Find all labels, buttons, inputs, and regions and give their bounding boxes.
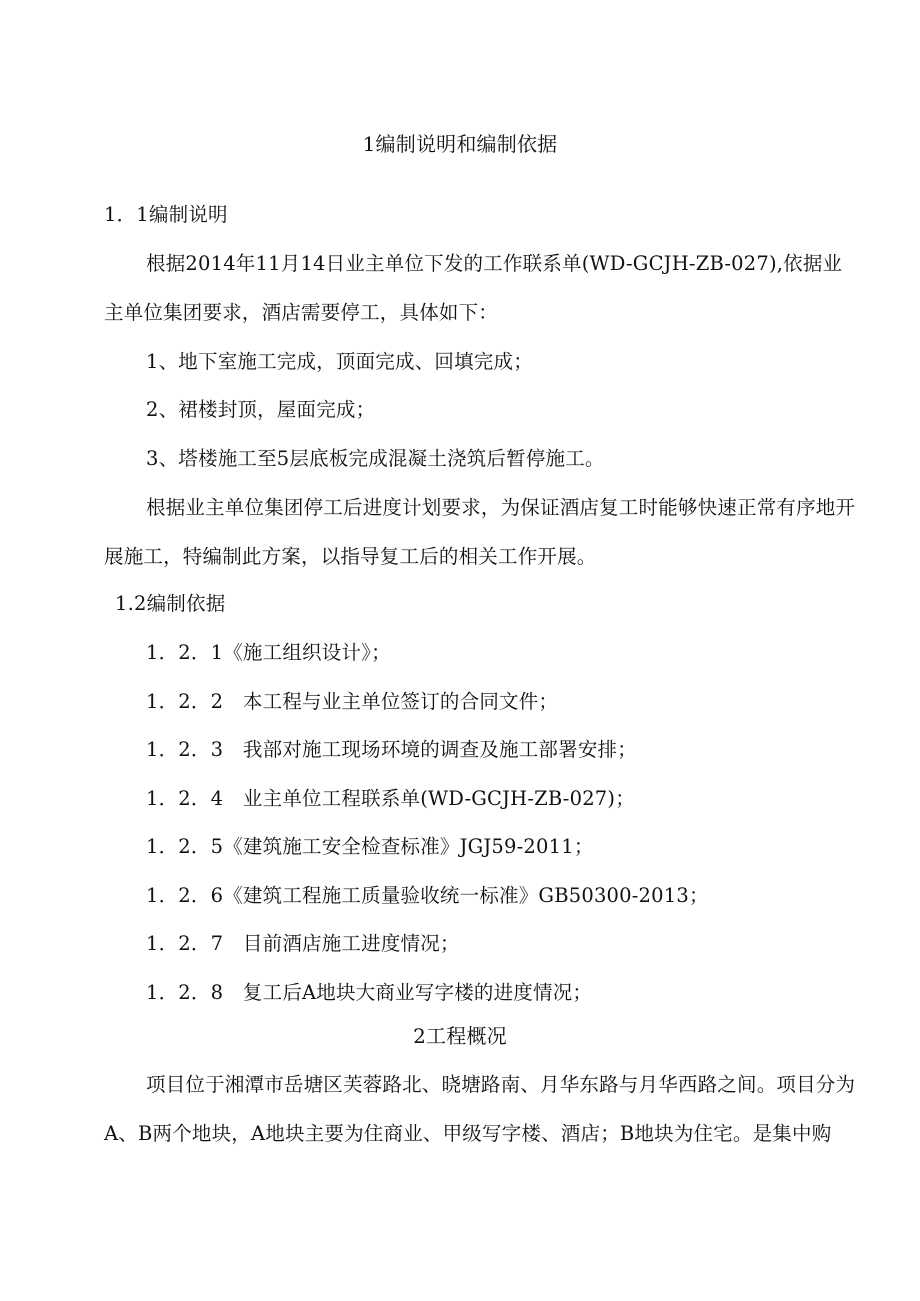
paragraph-2-line-2: 展施工，特编制此方案，以指导复工后的相关工作开展。 [104, 545, 597, 568]
section-2-paragraph-line-2: A、B两个地块，A地块主要为住商业、甲级写字楼、酒店；B地块为住宅。是集中购 [104, 1122, 832, 1145]
section-2-title: 2工程概况 [413, 1024, 507, 1048]
section-1-title: 1编制说明和编制依据 [362, 132, 558, 156]
section-2-paragraph-line-1: 项目位于湘潭市岳塘区芙蓉路北、晓塘路南、月华东路与月华西路之间。项目分为 [146, 1073, 856, 1096]
list-item: 3、塔楼施工至5层底板完成混凝土浇筑后暂停施工。 [146, 447, 605, 470]
list-item: 1．2．6《建筑工程施工质量验收统一标准》GB50300-2013； [146, 884, 709, 907]
list-item: 1．2．4 业主单位工程联系单(WD-GCJH-ZB-027)； [146, 787, 635, 810]
paragraph-1-line-2: 主单位集团要求，酒店需要停工，具体如下： [104, 301, 499, 324]
paragraph-1-line-1: 根据2014年11月14日业主单位下发的工作联系单(WD-GCJH-ZB-027),依据业 [146, 252, 843, 275]
list-item: 1．2．2 本工程与业主单位签订的合同文件； [146, 690, 559, 713]
list-item: 1．2．3 我部对施工现场环境的调查及施工部署安排； [146, 738, 637, 761]
subsection-1-1-heading: 1．1编制说明 [104, 203, 228, 226]
list-item: 2、裙楼封顶，屋面完成； [146, 398, 376, 421]
list-item: 1．2．1《施工组织设计》； [146, 641, 391, 664]
subsection-1-2-heading: 1.2编制依据 [115, 592, 226, 615]
list-item: 1．2．5《建筑施工安全检查标准》JGJ59-2011； [146, 835, 594, 858]
paragraph-2-line-1: 根据业主单位集团停工后进度计划要求，为保证酒店复工时能够快速正常有序地开 [146, 496, 856, 519]
list-item: 1．2．8 复工后A地块大商业写字楼的进度情况； [146, 981, 593, 1004]
list-item: 1．2．7 目前酒店施工进度情况； [146, 932, 460, 955]
list-item: 1、地下室施工完成，顶面完成、回填完成； [146, 350, 533, 373]
